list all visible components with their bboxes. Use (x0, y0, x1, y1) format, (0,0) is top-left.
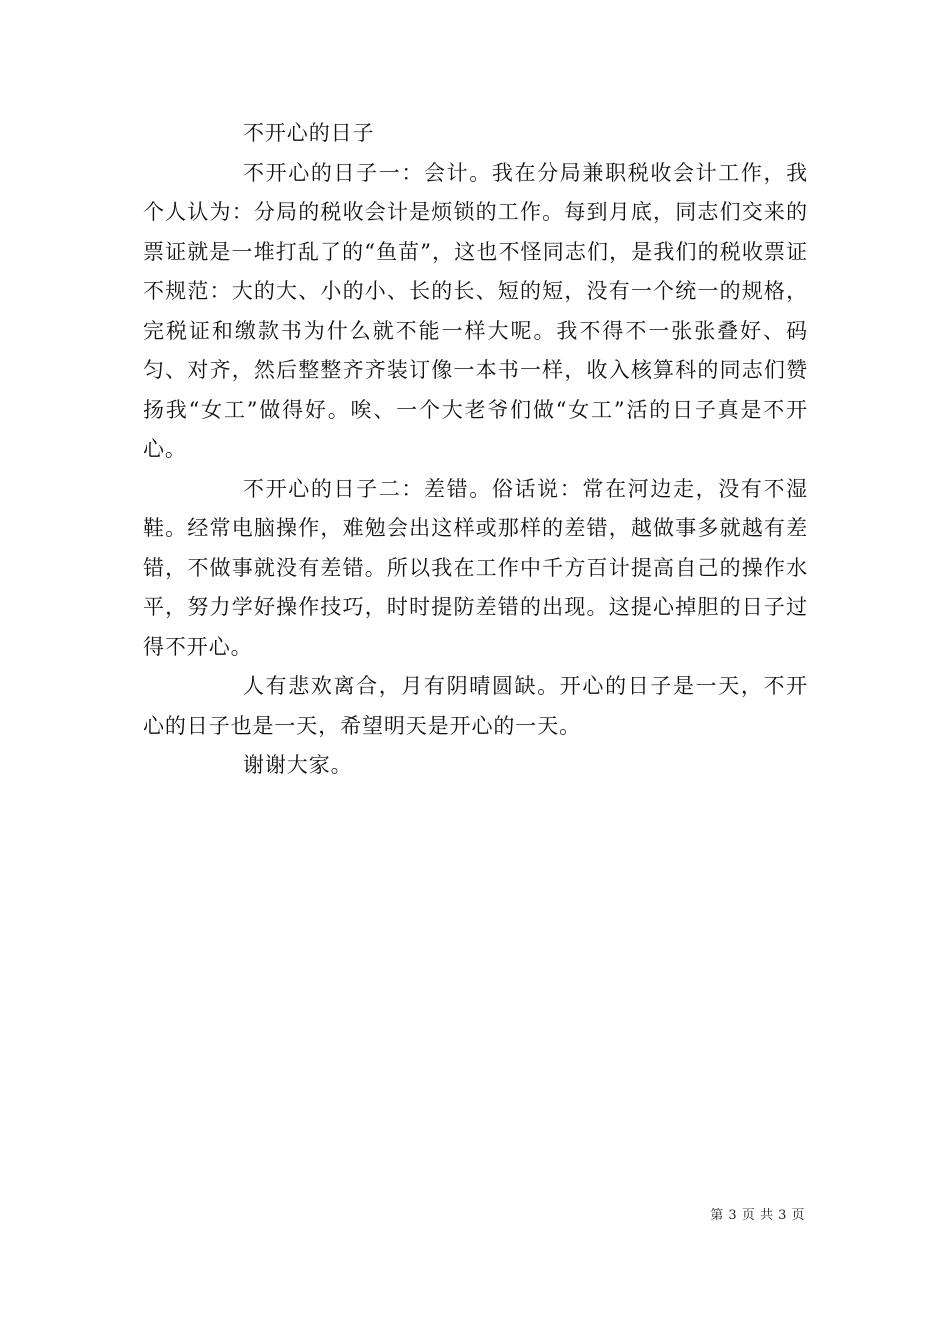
paragraph-errors: 不开心的日子二：差错。俗话说：常在河边走，没有不湿鞋。经常电脑操作，难勉会出这样或那样的差错，越做事多就越有差错，不做事就没有差错。所以我在工作中千方百计提高自己的操作水平，努力学好操作技巧，时时提防差错的出现。这提心掉胆的日子过得不开心。 (143, 476, 808, 659)
document-body (143, 114, 808, 786)
document-title-line: 不开心的日子 (243, 121, 375, 145)
page-number-footer: 第 3 页 共 3 页 (710, 1208, 805, 1223)
paragraph-accounting: 不开心的日子一：会计。我在分局兼职税收会计工作，我个人认为：分局的税收会计是烦锁的工作。每到月底，同志们交来的票证就是一堆打乱了的“鱼苗”，这也不怪同志们，是我们的税收票证不规范：大的大、小的小、长的长、短的短，没有一个统一的规格，完税证和缴款书为什么就不能一样大呢。我不得不一张张叠好、码匀、对齐，然后整整齐齐装订像一本书一样，收入核算科的同志们赞扬我“女工”做得好。唉、一个大老爷们做“女工”活的日子真是不开心。 (143, 160, 808, 461)
paragraph-conclusion: 人有悲欢离合，月有阴晴圆缺。开心的日子是一天，不开心的日子也是一天，希望明天是开心的一天。 (143, 674, 808, 738)
paragraph-thanks: 谢谢大家。 (243, 753, 353, 777)
